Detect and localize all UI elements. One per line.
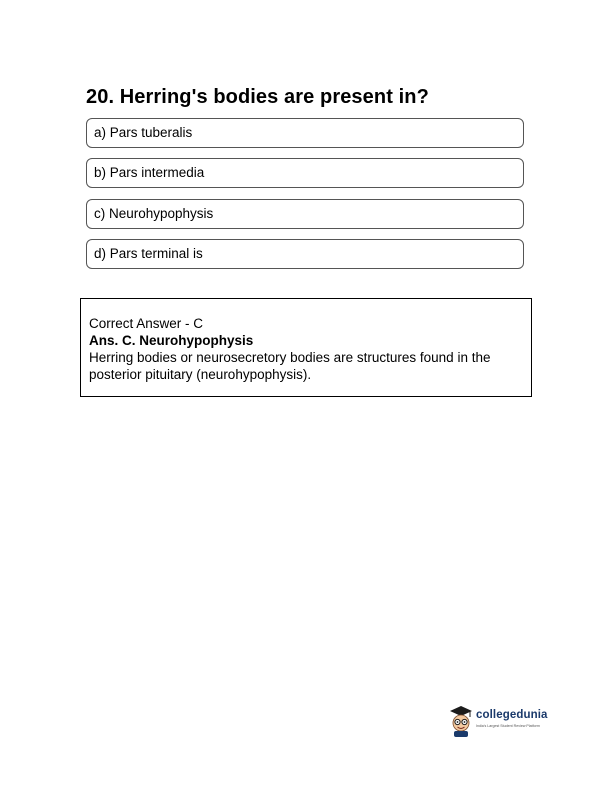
student-mascot-icon [448, 704, 474, 738]
logo-name: collegedunia [476, 709, 548, 721]
answer-explanation: Herring bodies or neurosecretory bodies are structures found in the posterior pituitary (neurohypophysis). [89, 350, 491, 382]
question-title: 20. Herring's bodies are present in? [86, 86, 429, 108]
answer-box [80, 298, 532, 397]
collegedunia-logo [448, 702, 548, 742]
logo-tagline: India's Largest Student Review Platform [476, 724, 540, 728]
option-b[interactable]: b) Pars intermedia [86, 158, 524, 188]
correct-answer-line: Correct Answer - C [89, 316, 204, 331]
option-d[interactable]: d) Pars terminal is [86, 239, 524, 269]
answer-heading: Ans. C. Neurohypophysis [89, 333, 254, 348]
option-c[interactable]: c) Neurohypophysis [86, 199, 524, 229]
option-a[interactable]: a) Pars tuberalis [86, 118, 524, 148]
